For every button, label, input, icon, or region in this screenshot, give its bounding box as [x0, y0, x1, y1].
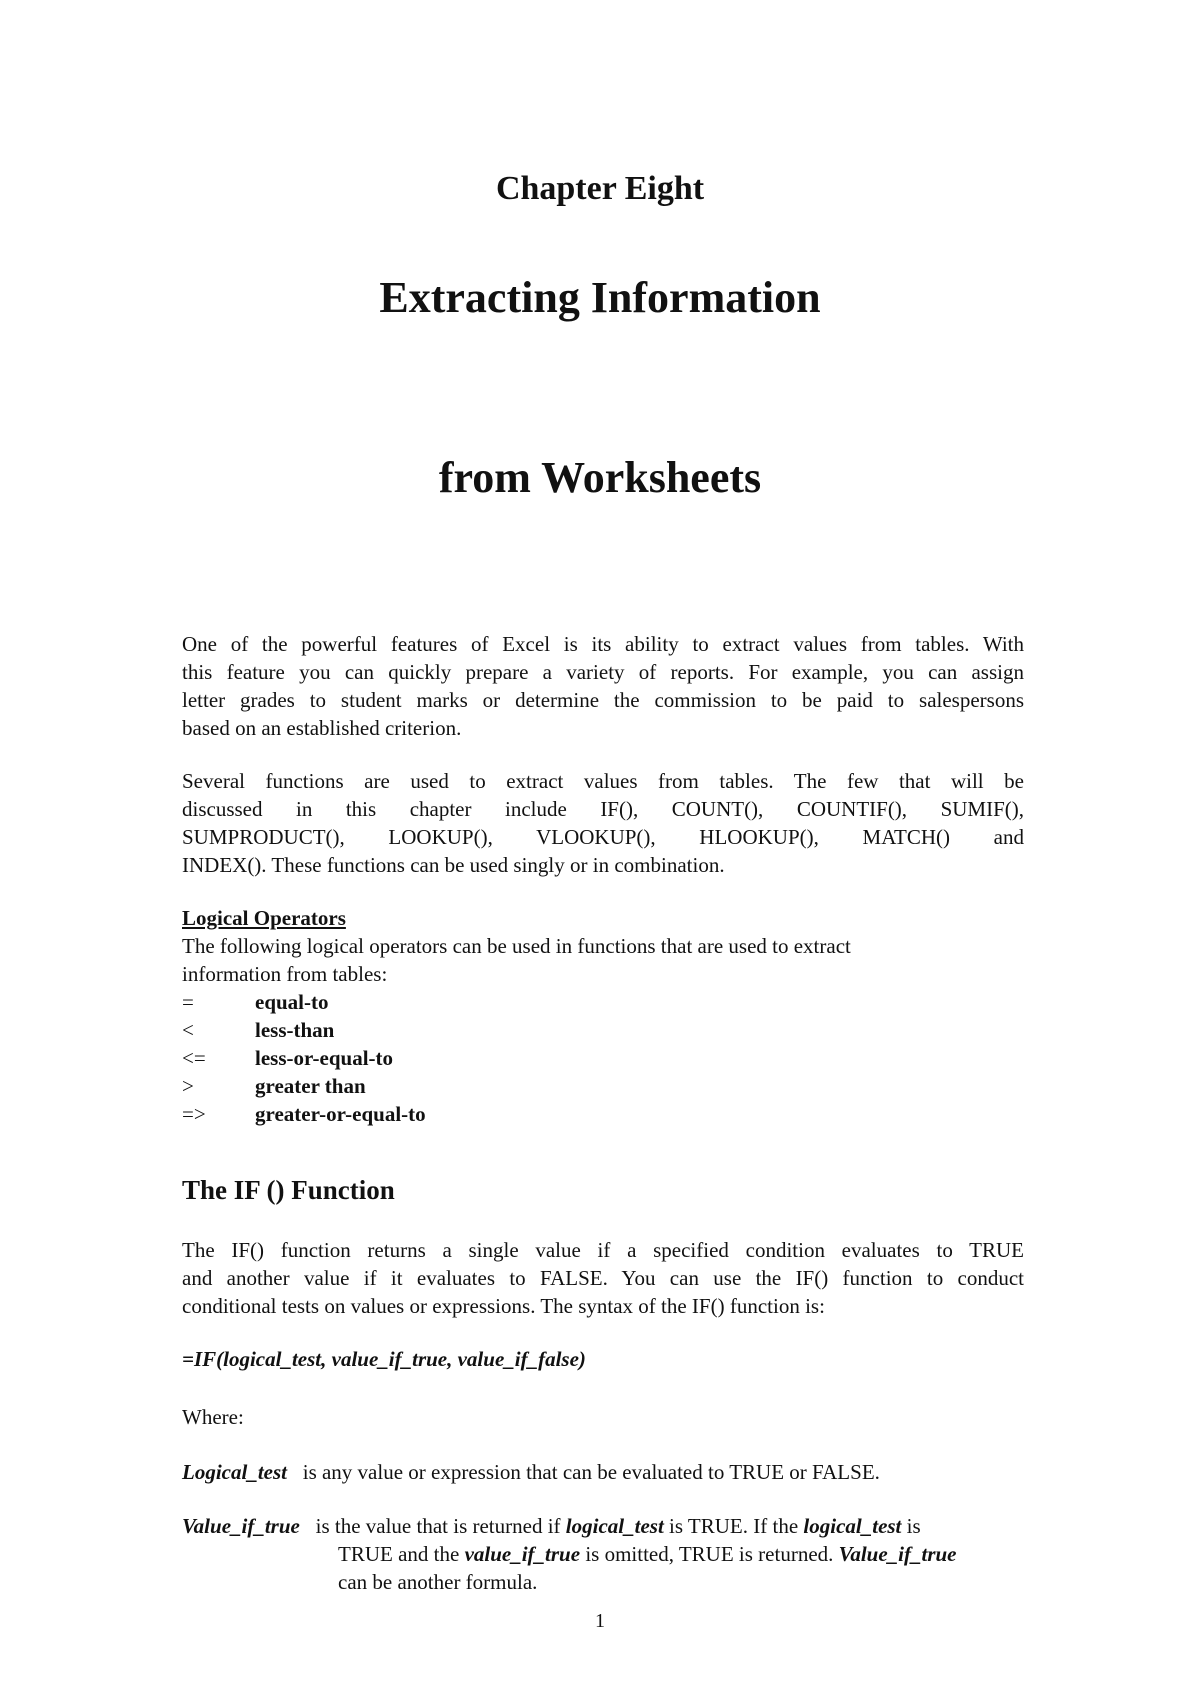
- definition-text: TRUE and the: [338, 1542, 460, 1566]
- operator-row: [182, 1100, 426, 1128]
- intro-line: letter grades to student marks or determine the commission to be paid to salespersons: [182, 688, 1024, 712]
- logical-operators-section: [182, 904, 1024, 988]
- logical-operators-heading: Logical Operators: [182, 906, 346, 930]
- logical-intro-line: The following logical operators can be used in functions that are used to extract: [182, 934, 851, 958]
- if-description-line: conditional tests on values or expressions. The syntax of the IF() function is:: [182, 1294, 825, 1318]
- definition-line: [182, 1568, 957, 1596]
- definition-text: is any value or expression that can be evaluated to TRUE or FALSE.: [302, 1460, 880, 1484]
- operator-symbol: =>: [182, 1102, 206, 1126]
- definition-line: [182, 1512, 957, 1540]
- if-description-line: The IF() function returns a single value if a specified condition evaluates to TRUE: [182, 1238, 1024, 1262]
- functions-paragraph: [182, 767, 1024, 879]
- title-line-1: Extracting Information: [379, 273, 821, 322]
- if-function-heading: The IF () Function: [182, 1175, 395, 1205]
- operator-symbol: =: [182, 990, 194, 1014]
- definition-text: can be another formula.: [338, 1570, 538, 1594]
- functions-line: discussed in this chapter include IF(), COUNT(), COUNTIF(), SUMIF(),: [182, 797, 1024, 821]
- intro-line: based on an established criterion.: [182, 716, 462, 740]
- term-value-if-true: Value_if_true: [182, 1514, 300, 1538]
- intro-line: One of the powerful features of Excel is its ability to extract values from tables. With: [182, 632, 1024, 656]
- definition-text: is omitted, TRUE is returned.: [585, 1542, 834, 1566]
- functions-line: Several functions are used to extract values from tables. The few that will be: [182, 769, 1024, 793]
- operators-list: [182, 988, 426, 1128]
- operator-description: greater than: [255, 1074, 366, 1098]
- page-number: 1: [595, 1610, 605, 1632]
- chapter-label: Chapter Eight: [495, 170, 705, 207]
- if-description-paragraph: [182, 1236, 1024, 1320]
- intro-line: this feature you can quickly prepare a variety of reports. For example, you can assign: [182, 660, 1024, 684]
- operator-symbol: <: [182, 1018, 194, 1042]
- operator-description: equal-to: [255, 990, 329, 1014]
- if-syntax: =IF(logical_test, value_if_true, value_if_false): [182, 1347, 586, 1371]
- definition-logical-test: [182, 1460, 880, 1485]
- term-logical-test: Logical_test: [182, 1460, 287, 1484]
- functions-line: SUMPRODUCT(), LOOKUP(), VLOOKUP(), HLOOKUP(), MATCH() and: [182, 825, 1024, 849]
- operator-row: [182, 988, 426, 1016]
- term-value-if-true-ref: Value_if_true: [838, 1542, 957, 1566]
- definition-text: is: [906, 1514, 921, 1538]
- operator-row: [182, 1016, 426, 1044]
- operator-row: [182, 1072, 426, 1100]
- where-label: Where:: [182, 1405, 244, 1429]
- if-description-line: and another value if it evaluates to FALSE. You can use the IF() function to conduct: [182, 1266, 1024, 1290]
- operator-description: less-than: [255, 1018, 335, 1042]
- definition-text: is TRUE. If the: [669, 1514, 799, 1538]
- title-line-2: from Worksheets: [438, 453, 762, 502]
- definition-text: is the value that is returned if: [315, 1514, 561, 1538]
- operator-symbol: <=: [182, 1046, 206, 1070]
- operator-symbol: >: [182, 1074, 194, 1098]
- intro-paragraph: [182, 630, 1024, 742]
- logical-intro-line: information from tables:: [182, 962, 388, 986]
- operator-description: less-or-equal-to: [255, 1046, 394, 1070]
- functions-line: INDEX(). These functions can be used singly or in combination.: [182, 853, 725, 877]
- term-logical-test-ref: logical_test: [803, 1514, 902, 1538]
- term-logical-test-ref: logical_test: [565, 1514, 664, 1538]
- operator-description: greater-or-equal-to: [255, 1102, 426, 1126]
- operator-row: [182, 1044, 426, 1072]
- term-value-if-true-ref: value_if_true: [464, 1542, 581, 1566]
- definition-line: [182, 1540, 957, 1568]
- definition-value-if-true: [182, 1512, 957, 1596]
